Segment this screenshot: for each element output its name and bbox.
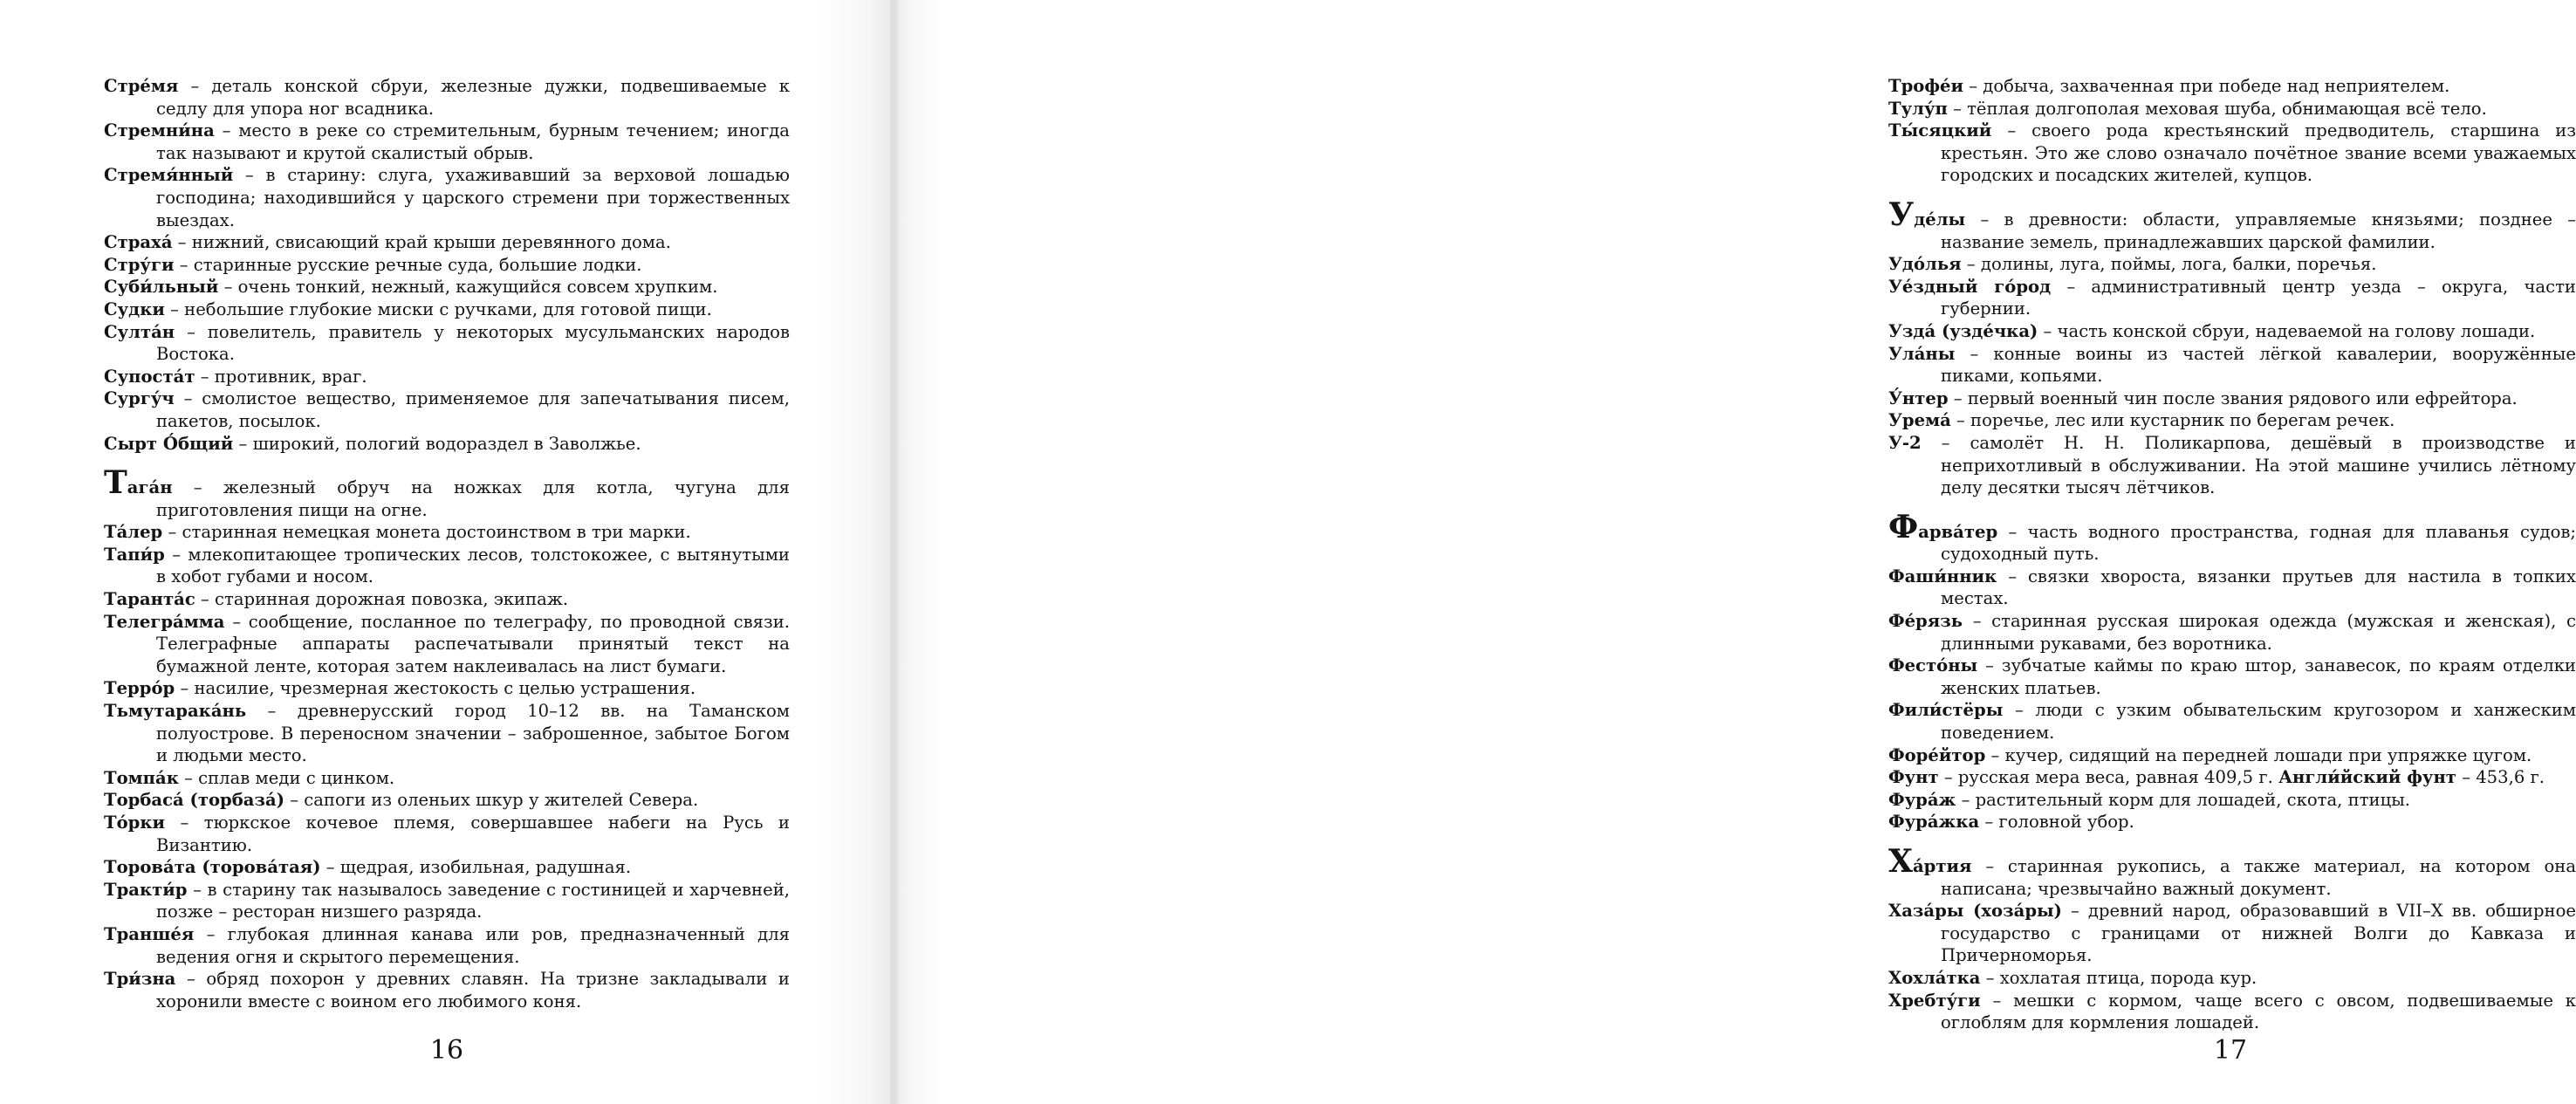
entry-term: У́нтер (1888, 387, 1949, 408)
entry-term: Стремни́на (104, 120, 215, 141)
entry-definition: – сплав меди с цинком. (184, 767, 395, 788)
dictionary-entry (1888, 195, 2576, 253)
book-gutter-shadow-right (890, 0, 942, 1104)
entry-definition: – в старину: слуга, ухаживавший за верховой лошадью господина; находившийся у царского стремени при торжественных выездах. (156, 165, 790, 230)
dictionary-entry (1888, 789, 2576, 812)
entry-definition: – место в реке со стремительным, бурным течением; иногда так называют и крутой скалистый обрыв. (156, 120, 790, 163)
entry-term: То́рки (104, 813, 166, 833)
entry-definition: – самолёт Н. Н. Поликарпова, дешёвый в производстве и неприхотливый в обслуживании. На этой машине учились лётному делу десятки тысяч лётчиков. (1941, 432, 2576, 498)
entry-definition: – русская мера веса, равная 409,5 г. (1943, 767, 2273, 788)
entry-definition: – тёплая долгополая меховая шуба, обнимающая всё тело. (1953, 98, 2487, 119)
entry-term: Торова́та (торова́тая) (104, 857, 321, 878)
entry-definition: – мешки с кормом, чаще всего с овсом, подвешиваемые к оглоблям для кормления лошадей. (1941, 990, 2576, 1033)
entry-definition: – старинная дорожная повозка, экипаж. (201, 589, 569, 610)
entry-definition: – старинные русские речные суда, большие лодки. (179, 254, 642, 275)
entry-definition: – широкий, пологий водораздел в Заволжье. (238, 433, 641, 454)
dictionary-entry (1888, 699, 2576, 744)
entry-term: Хохла́тка (1888, 967, 1981, 988)
entry-term: Сырт О́бщий (104, 433, 234, 454)
dictionary-entry (1888, 566, 2576, 610)
entry-term: Страха́ (104, 232, 173, 253)
entry-term: Тьмутарака́нь (104, 701, 247, 722)
entry-term: Супоста́т (104, 366, 195, 387)
dictionary-entry (1888, 967, 2576, 990)
dictionary-entry (104, 767, 790, 790)
entry-definition: – часть конской сбруи, надеваемой на голову лошади. (2043, 320, 2536, 341)
entry-definition: – небольшие глубокие миски с ручками, для готовой пищи. (170, 298, 712, 319)
dictionary-entry (104, 812, 790, 856)
entry-definition: – насилие, чрезмерная жестокость с целью устрашения. (180, 678, 696, 699)
entry-subterm: Англи́йский фунт (2278, 767, 2456, 788)
entry-definition: – глубокая длинная канава или ров, предназначенный для ведения огня и скрытого перемещения. (156, 923, 790, 967)
entry-definition: – кучер, сидящий на передней лошади при упряжке цугом. (1990, 744, 2532, 765)
dictionary-entry (104, 879, 790, 923)
dictionary-entry (1888, 900, 2576, 967)
entry-definition: – повелитель, правитель у некоторых мусульманских народов Востока. (156, 321, 790, 365)
entry-term: а́ртия (1912, 856, 1972, 876)
entry-term: Та́лер (104, 522, 163, 543)
entry-term: Удо́лья (1888, 254, 1962, 275)
dictionary-entry (1888, 75, 2576, 98)
dictionary-entry (104, 387, 790, 432)
section-initial-letter: Х (1888, 843, 1913, 880)
dictionary-entry (1888, 610, 2576, 655)
dictionary-entry (1888, 276, 2576, 320)
entry-term: Тулу́п (1888, 98, 1948, 119)
entry-term: Судки (104, 298, 165, 319)
entry-term: Урема́ (1888, 410, 1951, 431)
dictionary-entry (104, 856, 790, 879)
right-page-text (1888, 75, 2576, 1034)
dictionary-entry (104, 231, 790, 254)
entry-definition: – поречье, лес или кустарник по берегам речек. (1956, 410, 2395, 431)
entry-definition: – нижний, свисающий край крыши деревянного дома. (177, 232, 671, 253)
section-initial-letter: У (1888, 195, 1915, 233)
entry-definition: – административный центр уезда – округа, части губернии. (1941, 276, 2576, 319)
entry-term: Фунт (1888, 767, 1939, 788)
dictionary-entry (104, 521, 790, 544)
entry-definition: – смолистое вещество, применяемое для запечатывания писем, пакетов, посылок. (156, 388, 790, 431)
dictionary-entry (104, 276, 790, 298)
entry-definition: – деталь конской сбруи, железные дужки, подвешиваемые к седлу для упора ног всадника. (156, 76, 790, 119)
dictionary-entry (104, 789, 790, 812)
entry-term: Ула́ны (1888, 343, 1956, 364)
entry-definition: – своего рода крестьянский предводитель, старшина из крестьян. Это же слово означало почётное звание всеми уважаемых городских и посадских жителей, купцов. (1941, 120, 2576, 186)
dictionary-entry (1888, 120, 2576, 187)
entry-definition: – зубчатые каймы по краю штор, занавесок, по краям отделки женских платьев. (1941, 655, 2576, 698)
entry-definition: – головной убор. (1984, 812, 2134, 833)
left-page (0, 0, 890, 1104)
entry-term: Транше́я (104, 923, 195, 944)
entry-term: Стру́ги (104, 254, 175, 275)
dictionary-entry (1888, 387, 2576, 410)
entry-definition: – первый военный чин после звания рядового или ефрейтора. (1953, 387, 2518, 408)
dictionary-entry (104, 677, 790, 700)
entry-term: Хребту́ги (1888, 990, 1981, 1011)
entry-definition: – хохлатая птица, порода кур. (1985, 967, 2257, 988)
dictionary-entry (104, 120, 790, 164)
dictionary-entry (1888, 655, 2576, 699)
dictionary-entry (1888, 744, 2576, 767)
entry-term: арва́тер (1918, 521, 1998, 542)
page-number-left: 16 (429, 1035, 464, 1066)
entry-term: Стре́мя (104, 76, 179, 96)
entry-term: Торбаса́ (торбаза́) (104, 790, 284, 811)
entry-term: Суби́льный (104, 277, 219, 298)
entry-definition: – в древности: области, управляемые князьями; позднее – название земель, принадлежавших царской фамилии. (1941, 209, 2576, 252)
entry-subdefinition: – 453,6 г. (2462, 767, 2545, 788)
right-page (890, 0, 2576, 1104)
entry-definition: – люди с узким обывательским кругозором и ханжеским поведением. (1941, 700, 2576, 744)
dictionary-entry (104, 923, 790, 968)
entry-term: Султа́н (104, 321, 175, 342)
dictionary-entry (1888, 409, 2576, 432)
entry-term: Трофе́и (1888, 76, 1964, 96)
dictionary-entry (104, 254, 790, 277)
dictionary-entry (1888, 811, 2576, 833)
section-initial-letter: Ф (1888, 508, 1919, 545)
entry-term: Фили́стёры (1888, 700, 2004, 721)
dictionary-entry (1888, 843, 2576, 900)
entry-definition: – связки хвороста, вязанки прутьев для настила в топких местах. (1941, 566, 2576, 609)
entry-definition: – обряд похорон у древних славян. На тризне закладывали и хоронили вместе с воином его любимого коня. (156, 969, 790, 1011)
dictionary-entry (1888, 766, 2576, 789)
dictionary-entry (104, 298, 790, 321)
entry-definition: – старинная немецкая монета достоинством в три марки. (168, 522, 691, 543)
entry-term: ага́н (127, 477, 173, 498)
entry-definition: – сапоги из оленьих шкур у жителей Севера. (290, 790, 699, 811)
entry-term: Тракти́р (104, 879, 188, 900)
dictionary-entry (104, 75, 790, 120)
dictionary-entry (104, 433, 790, 456)
entry-term: де́лы (1914, 209, 1966, 230)
entry-term: Уе́здный го́род (1888, 276, 2052, 297)
entry-definition: – старинная русская широкая одежда (мужская и женская), с длинными рукавами, без воротника. (1941, 611, 2576, 654)
entry-definition: – щедрая, изобильная, радушная. (325, 857, 632, 878)
dictionary-entry (1888, 508, 2576, 566)
dictionary-entry (104, 164, 790, 231)
entry-definition: – старинная рукопись, а также материал, на котором она написана; чрезвычайно важный документ. (1941, 856, 2576, 899)
left-page-text (104, 75, 790, 1012)
dictionary-entry (1888, 432, 2576, 499)
entry-term: У-2 (1888, 432, 1922, 453)
page-number-right: 17 (2213, 1035, 2248, 1066)
entry-term: Сургу́ч (104, 388, 175, 409)
dictionary-entry (104, 544, 790, 588)
entry-definition: – древнерусский город 10–12 вв. на Таманском полуострове. В переносном значении – заброшенное, забытое Богом и людьми место. (156, 701, 790, 766)
entry-definition: – древний народ, образовавший в VII–X вв. обширное государство с границами от нижней Волги до Кавказа и Причерноморья. (1941, 901, 2576, 966)
entry-term: Хаза́ры (хоза́ры) (1888, 901, 2062, 922)
entry-definition: – сообщение, посланное по телеграфу, по проводной связи. Телеграфные аппараты распечатывали принятый текст на бумажной ленте, которая затем наклеивалась на лист бумаги. (156, 611, 790, 676)
entry-definition: – железный обруч на ножках для котла, чугуна для приготовления пищи на огне. (156, 477, 790, 520)
entry-term: Форе́йтор (1888, 744, 1986, 765)
dictionary-entry (104, 588, 790, 611)
entry-definition: – часть водного пространства, годная для плаванья судов; судоходный путь. (1941, 521, 2576, 565)
entry-term: Терро́р (104, 678, 175, 699)
entry-term: Фаши́нник (1888, 566, 1997, 586)
entry-definition: – конные воины из частей лёгкой кавалерии, вооружённые пиками, копьями. (1941, 343, 2576, 387)
dictionary-entry (1888, 320, 2576, 343)
entry-definition: – очень тонкий, нежный, кажущийся совсем хрупким. (223, 277, 718, 298)
entry-term: Тапи́р (104, 544, 165, 565)
entry-term: Таранта́с (104, 589, 195, 610)
entry-definition: – противник, враг. (200, 366, 367, 387)
entry-definition: – растительный корм для лошадей, скота, птицы. (1961, 789, 2411, 810)
dictionary-entry (104, 321, 790, 366)
dictionary-entry (1888, 98, 2576, 120)
entry-term: Фура́ж (1888, 789, 1956, 810)
entry-term: Фе́рязь (1888, 611, 1963, 632)
entry-term: Ты́сяцкий (1888, 120, 1992, 141)
entry-term: Телегра́мма (104, 611, 225, 632)
dictionary-entry (104, 968, 790, 1012)
section-initial-letter: Т (104, 464, 127, 502)
entry-term: Томпа́к (104, 767, 179, 788)
entry-definition: – в старину так называлось заведение с гостиницей и харчевней, позже – ресторан низшего разряда. (156, 879, 790, 922)
entry-term: Стремя́нный (104, 165, 234, 186)
entry-term: Узда́ (узде́чка) (1888, 320, 2038, 341)
entry-definition: – добыча, захваченная при победе над неприятелем. (1969, 76, 2450, 96)
entry-definition: – млекопитающее тропических лесов, толстокожее, с вытянутыми в хобот губами и носом. (156, 544, 790, 587)
dictionary-entry (1888, 990, 2576, 1034)
entry-term: Три́зна (104, 969, 176, 990)
dictionary-entry (104, 611, 790, 678)
entry-definition: – долины, луга, поймы, лога, балки, поречья. (1966, 254, 2377, 275)
entry-term: Фесто́ны (1888, 655, 1978, 676)
dictionary-entry (104, 366, 790, 388)
dictionary-entry (104, 700, 790, 767)
entry-definition: – тюркское кочевое племя, совершавшее набеги на Русь и Византию. (156, 813, 790, 855)
dictionary-entry (1888, 253, 2576, 276)
dictionary-entry (1888, 343, 2576, 387)
dictionary-entry (104, 464, 790, 521)
entry-term: Фура́жка (1888, 812, 1980, 833)
